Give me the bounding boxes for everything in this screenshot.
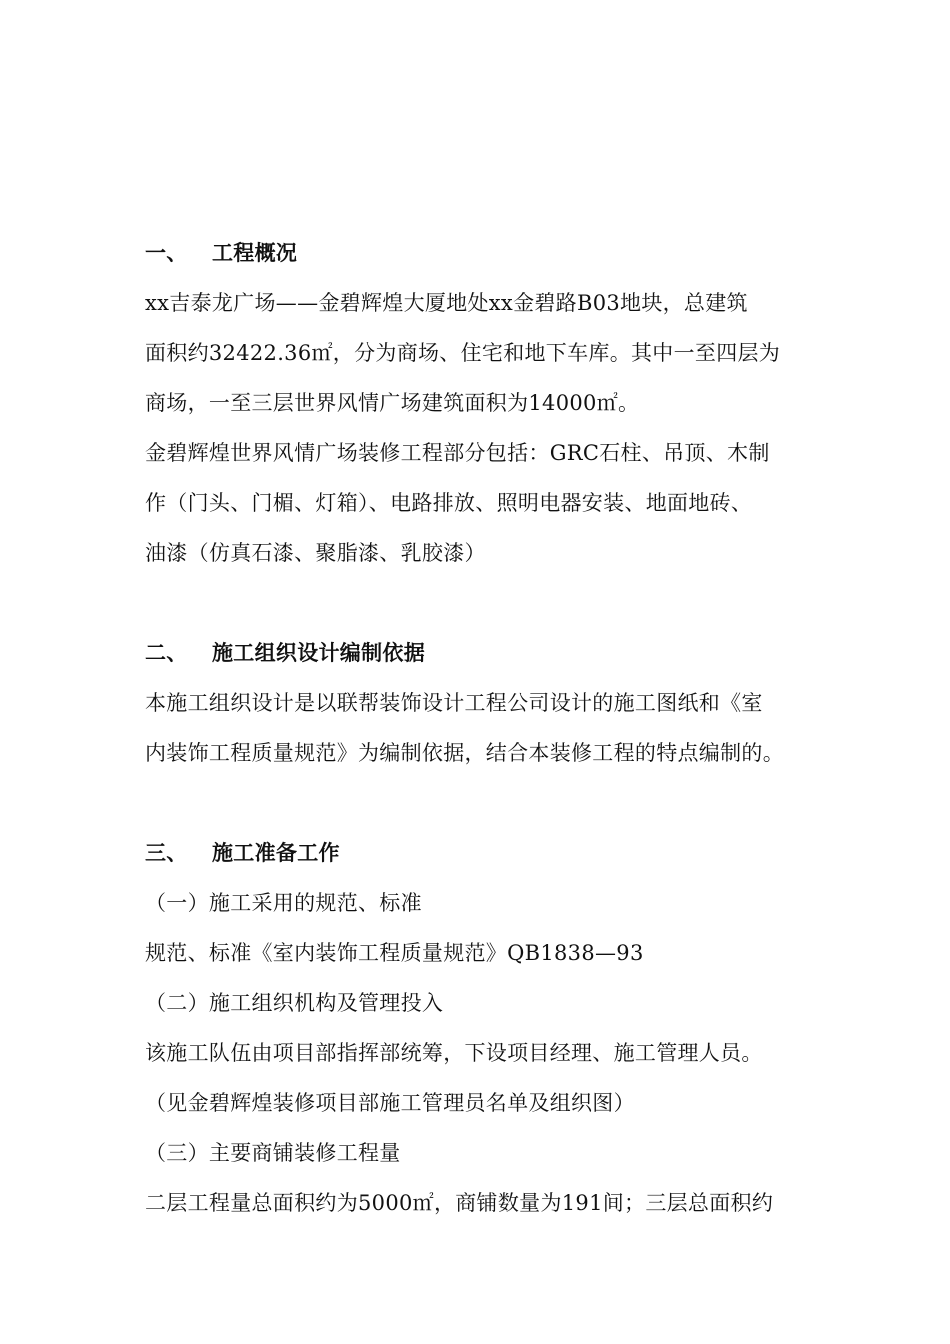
paragraph-line: 内装饰工程质量规范》为编制依据，结合本装修工程的特点编制的。	[145, 741, 784, 765]
paragraph-line: 本施工组织设计是以联帮装饰设计工程公司设计的施工图纸和《室	[145, 691, 763, 715]
section-heading-1	[145, 228, 815, 278]
paragraph-line: 油漆（仿真石漆、聚脂漆、乳胶漆）	[145, 541, 486, 565]
paragraph-line: 该施工队伍由项目部指挥部统筹，下设项目经理、施工管理人员。	[145, 1041, 763, 1065]
section-number: 二、	[145, 640, 188, 665]
section-spacer	[145, 578, 815, 628]
paragraph-line: 作（门头、门楣、灯箱）、电路排放、照明电器安装、地面地砖、	[145, 491, 753, 515]
paragraph-line: 面积约32422.36㎡，分为商场、住宅和地下车库。其中一至四层为	[145, 341, 781, 365]
subsection-heading: （三）主要商铺装修工程量	[145, 1141, 401, 1165]
subsection-heading: （二）施工组织机构及管理投入	[145, 991, 444, 1015]
section-number: 一、	[145, 240, 188, 265]
paragraph-line: （见金碧辉煌装修项目部施工管理员名单及组织图）	[145, 1091, 635, 1115]
section-title: 工程概况	[212, 240, 298, 265]
paragraph-line: 金碧辉煌世界风情广场装修工程部分包括：GRC石柱、吊顶、木制	[145, 441, 770, 465]
document-body	[145, 228, 815, 1228]
section-title: 施工准备工作	[212, 840, 340, 865]
section-title: 施工组织设计编制依据	[212, 640, 425, 665]
paragraph-line: 商场，一至三层世界风情广场建筑面积为14000㎡。	[145, 391, 640, 415]
paragraph-line: 二层工程量总面积约为5000㎡，商铺数量为191间；三层总面积约	[145, 1191, 774, 1215]
section-number: 三、	[145, 840, 188, 865]
section-heading-2	[145, 628, 815, 678]
section-spacer	[145, 778, 815, 828]
paragraph-line: 规范、标准《室内装饰工程质量规范》QB1838—93	[145, 941, 644, 965]
subsection-heading: （一）施工采用的规范、标准	[145, 891, 422, 915]
paragraph-line: xx吉泰龙广场——金碧辉煌大厦地处xx金碧路B03地块，总建筑	[145, 291, 748, 315]
section-heading-3	[145, 828, 815, 878]
